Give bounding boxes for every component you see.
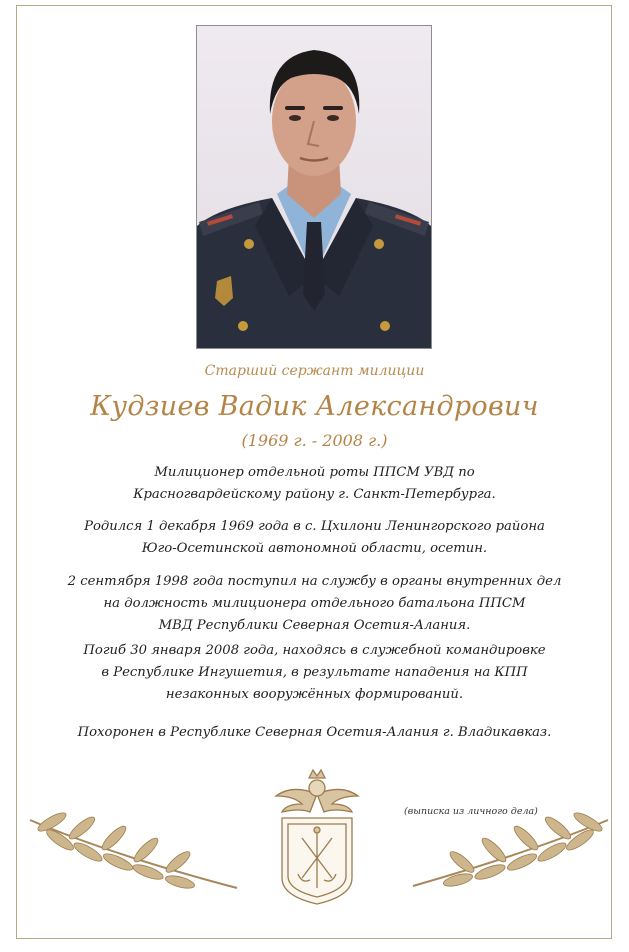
- position-line: Милиционер отдельной роты ППСМ УВД по: [154, 465, 475, 480]
- service-paragraph: [40, 571, 589, 637]
- death-line: Погиб 30 января 2008 года, находясь в служебной командировке: [83, 643, 546, 658]
- portrait-photo: [196, 25, 432, 349]
- service-line: МВД Республики Северная Осетия-Алания.: [158, 618, 471, 633]
- laurel-branch-icon: [408, 798, 613, 897]
- birth-paragraph: [40, 516, 589, 560]
- death-line: в Республике Ингушетия, в результате нападения на КПП: [101, 665, 528, 680]
- birth-line: Родился 1 декабря 1969 года в с. Цхилони Ленингорского района: [84, 519, 545, 534]
- service-line: на должность милиционера отдельного батальона ППСМ: [103, 596, 526, 611]
- full-name: Кудзиев Вадик Александрович: [90, 391, 539, 422]
- birth-line: Юго-Осетинской автономной области, осетин.: [141, 541, 488, 556]
- position-line: Красногвардейскому району г. Санкт-Петербурга.: [133, 487, 496, 502]
- position-paragraph: [40, 462, 589, 506]
- service-line: 2 сентября 1998 года поступил на службу в органы внутренних дел: [67, 574, 562, 589]
- burial-paragraph: [40, 722, 589, 744]
- extract-note: (выписка из личного дела): [404, 806, 538, 817]
- life-years: (1969 г. - 2008 г.): [241, 431, 388, 450]
- police-emblem-icon: [272, 766, 362, 910]
- laurel-branch-icon: [22, 800, 242, 899]
- death-paragraph: [40, 640, 589, 706]
- death-line: незаконных вооружённых формирований.: [165, 687, 464, 702]
- rank-title: Старший сержант милиции: [204, 363, 425, 379]
- burial-line: Похоронен в Республике Северная Осетия-Алания г. Владикавказ.: [77, 725, 552, 740]
